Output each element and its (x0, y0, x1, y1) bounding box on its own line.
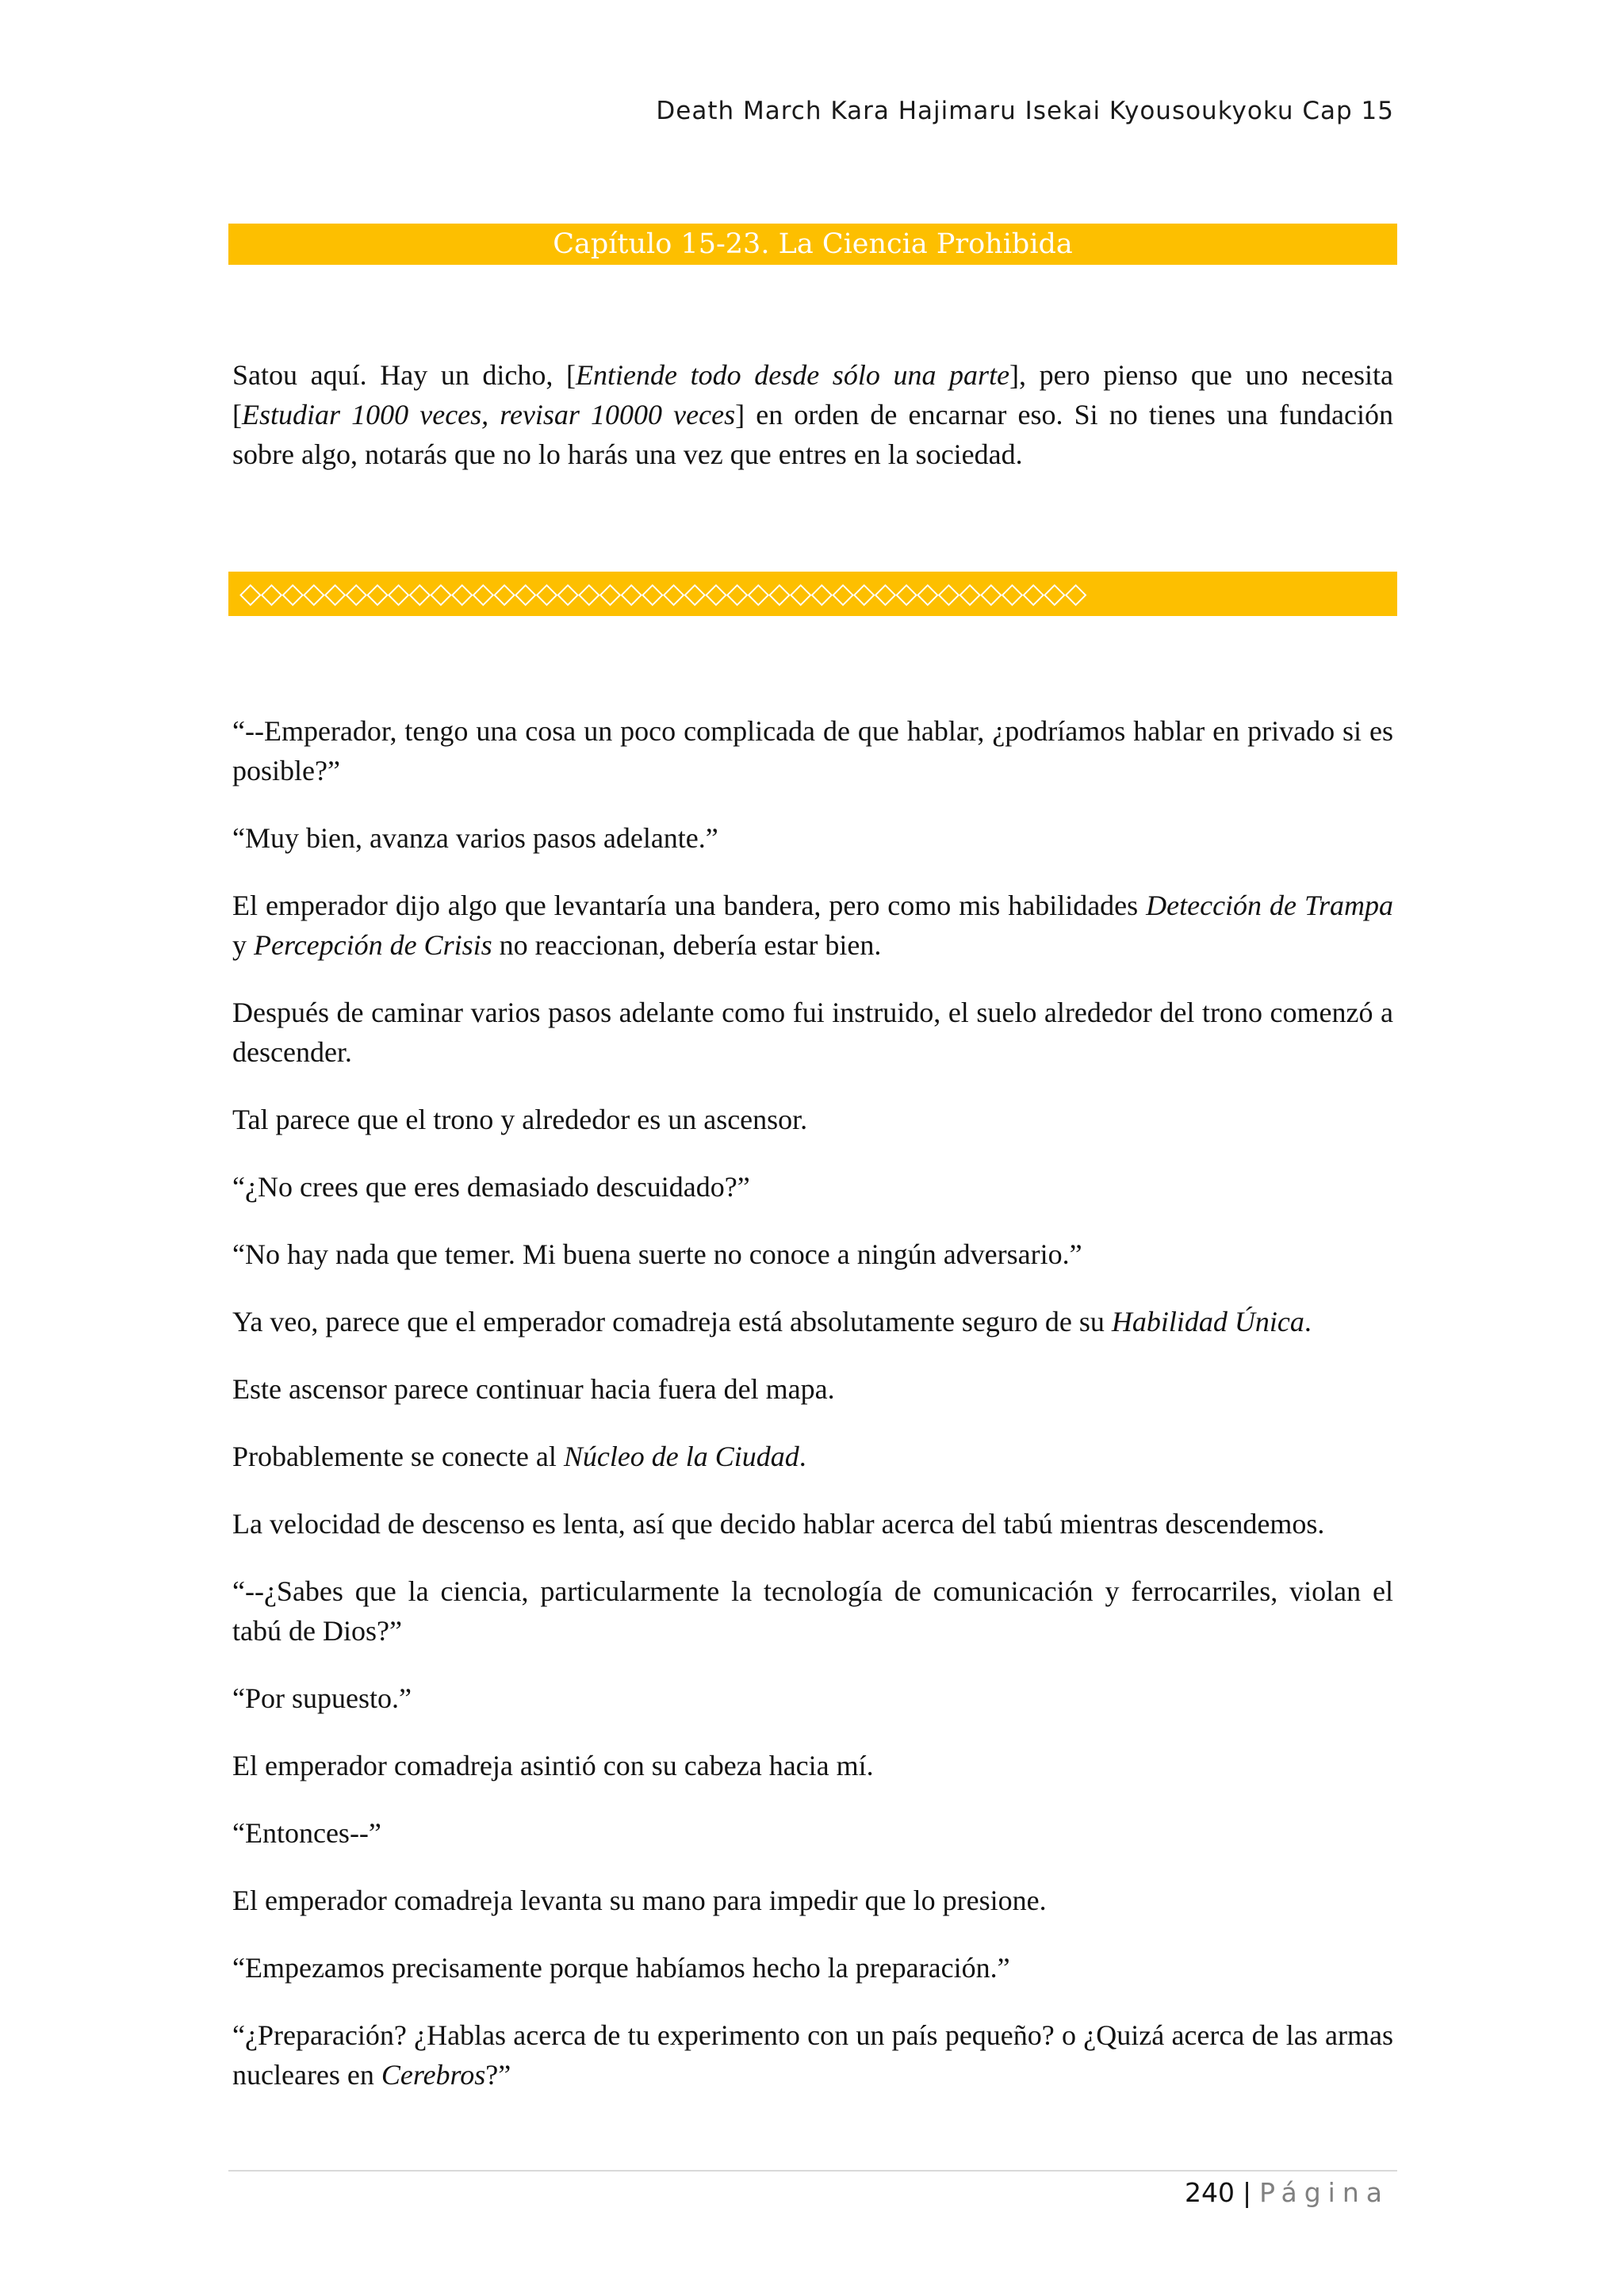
text-run: “¿Preparación? ¿Hablas acerca de tu experimento con un país pequeño? o ¿Quizá acerca de las armas nucleares en (232, 2019, 1393, 2091)
scene-separator: ◇◇◇◇◇◇◇◇◇◇◇◇◇◇◇◇◇◇◇◇◇◇◇◇◇◇◇◇◇◇◇◇◇◇◇◇◇◇◇◇ (228, 572, 1397, 616)
italic-run: Cerebros (381, 2059, 486, 2091)
text-run: y (232, 929, 254, 961)
paragraph: “¿No crees que eres demasiado descuidado?” (232, 1171, 750, 1203)
text-run: ], pero pienso que uno necesita [ (232, 359, 1393, 430)
text-run: Ya veo, parece que el emperador comadreja está absolutamente seguro de su (232, 1306, 1112, 1337)
paragraph: “No hay nada que temer. Mi buena suerte no conoce a ningún adversario.” (232, 1238, 1082, 1270)
story-body (232, 711, 1393, 2122)
text-run: El emperador dijo algo que levantaría una bandera, pero como mis habilidades (232, 890, 1147, 921)
italic-run: Percepción de Crisis (254, 929, 492, 961)
intro-section (232, 355, 1393, 502)
paragraph (232, 886, 1393, 965)
page-label: Página (1259, 2177, 1389, 2208)
paragraph (232, 1437, 1393, 1476)
paragraph: “Entonces--” (232, 1817, 381, 1849)
paragraph: “Muy bien, avanza varios pasos adelante.” (232, 822, 718, 854)
paragraph: La velocidad de descenso es lenta, así que decido hablar acerca del tabú mientras descendemos. (232, 1508, 1325, 1540)
italic-run: Estudiar 1000 veces, revisar 10000 veces (242, 399, 736, 430)
paragraph (232, 2015, 1393, 2095)
text-run: ] en orden de encarnar eso. Si no tienes una fundación sobre algo, notarás que no lo harás una vez que entres en la sociedad. (232, 399, 1393, 470)
paragraph: El emperador comadreja levanta su mano para impedir que lo presione. (232, 1885, 1047, 1916)
paragraph: “--¿Sabes que la ciencia, particularmente la tecnología de comunicación y ferrocarriles, violan el tabú de Dios?” (232, 1575, 1393, 1647)
text-run: ?” (485, 2059, 511, 2091)
italic-run: Detección de Trampa (1146, 890, 1394, 921)
italic-run: Entiende todo desde sólo una parte (576, 359, 1010, 391)
footer-divider (228, 2170, 1397, 2172)
running-header: Death March Kara Hajimaru Isekai Kyousoukyoku Cap 15 (656, 97, 1394, 125)
paragraph: “Por supuesto.” (232, 1682, 412, 1714)
paragraph (232, 1302, 1393, 1341)
paragraph: “Empezamos precisamente porque habíamos hecho la preparación.” (232, 1952, 1010, 1984)
footer-separator: | (1242, 2177, 1252, 2208)
paragraph: Tal parece que el trono y alrededor es un ascensor. (232, 1104, 808, 1135)
page-footer (1185, 2177, 1389, 2208)
paragraph: “--Emperador, tengo una cosa un poco complicada de que hablar, ¿podríamos hablar en privado si es posible?” (232, 715, 1393, 786)
chapter-title: Capítulo 15-23. La Ciencia Prohibida (228, 224, 1397, 265)
text-run: no reaccionan, debería estar bien. (492, 929, 882, 961)
text-run: . (1304, 1306, 1312, 1337)
text-run: . (799, 1441, 806, 1472)
intro-paragraph (232, 355, 1393, 474)
italic-run: Núcleo de la Ciudad (563, 1441, 799, 1472)
paragraph: El emperador comadreja asintió con su cabeza hacia mí. (232, 1750, 874, 1781)
text-run: Satou aquí. Hay un dicho, [ (232, 359, 576, 391)
text-run: Probablemente se conecte al (232, 1441, 564, 1472)
paragraph: Después de caminar varios pasos adelante como fui instruido, el suelo alrededor del trono comenzó a descender. (232, 997, 1393, 1068)
page-number: 240 (1184, 2177, 1235, 2208)
italic-run: Habilidad Única (1111, 1306, 1304, 1337)
paragraph: Este ascensor parece continuar hacia fuera del mapa. (232, 1373, 835, 1405)
